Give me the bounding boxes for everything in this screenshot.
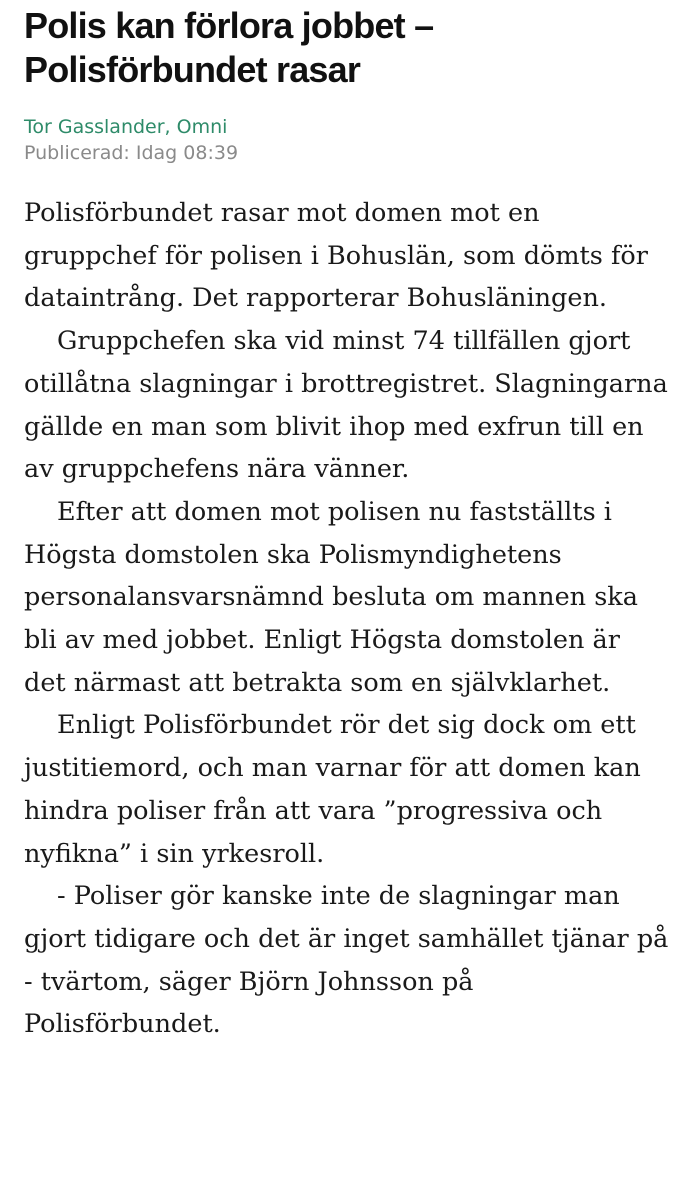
- paragraph-2: Gruppchefen ska vid minst 74 tillfällen gjort otillåtna slagningar i brottregistret. Slagningarna gällde en man som blivit ihop med exfrun till en av gruppchefens nära vänner.: [24, 326, 668, 485]
- paragraph-1: Polisförbundet rasar mot domen mot en gruppchef för polisen i Bohuslän, som dömts för dataintrång. Det rapporterar Bohusläningen.: [24, 198, 648, 314]
- headline: [24, 4, 669, 92]
- publish-timestamp: Publicerad: Idag 08:39: [24, 142, 239, 164]
- article-body: [24, 192, 669, 1046]
- byline: [24, 114, 669, 166]
- author-link[interactable]: Tor Gasslander, Omni: [24, 116, 228, 138]
- paragraph-5: - Poliser gör kanske inte de slagningar man gjort tidigare och det är inget samhället tjänar på - tvärtom, säger Björn Johnsson på Polisförbundet.: [24, 881, 669, 1040]
- paragraph-4: Enligt Polisförbundet rör det sig dock om ett justitiemord, och man varnar för att domen kan hindra poliser från att vara ”progressiva och nyfikna” i sin yrkesroll.: [24, 710, 641, 869]
- headline-line-2: Polisförbundet rasar: [24, 49, 361, 90]
- article: [24, 4, 669, 1046]
- paragraph-3: Efter att domen mot polisen nu fastställts i Högsta domstolen ska Polismyndighetens personalansvarsnämnd besluta om mannen ska bli av med jobbet. Enligt Högsta domstolen är det närmast att betrakta som en självklarhet.: [24, 496, 638, 698]
- headline-line-1: Polis kan förlora jobbet –: [24, 5, 434, 46]
